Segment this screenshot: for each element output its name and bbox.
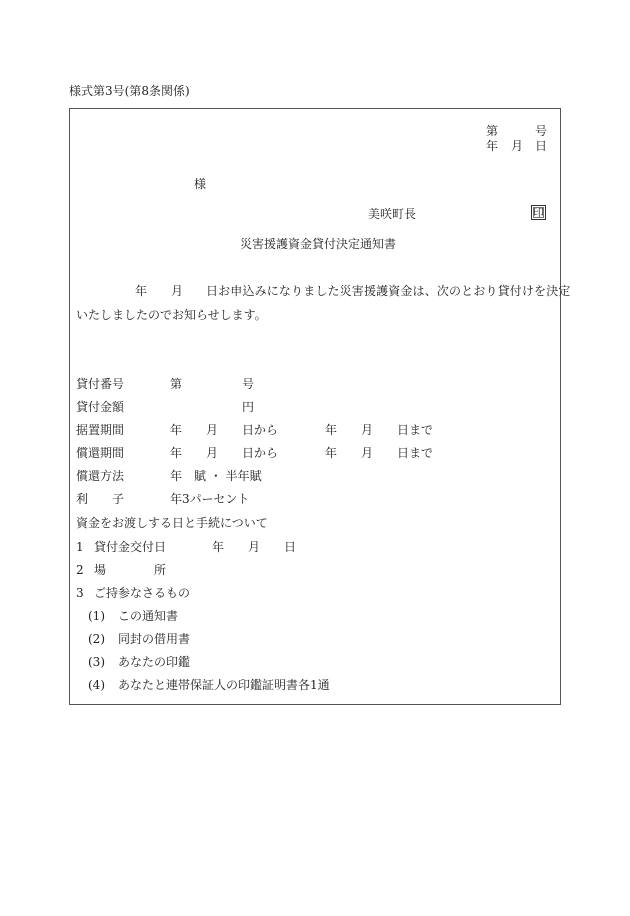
doc-number-suffix: 号 [535, 124, 548, 138]
delivery-year: 年 [212, 540, 225, 554]
bring-item-2-num: (2) [88, 632, 105, 646]
loan-amount-suffix: 円 [242, 400, 255, 414]
addressee-suffix: 様 [194, 177, 207, 191]
seal-stamp-icon: 印 [533, 206, 544, 219]
bring-item-1-num: (1) [88, 609, 105, 623]
body-line1: 日お申込みになりました災害援護資金は、次のとおり貸付けを決定 [206, 284, 571, 298]
repayment-to-month: 月 [361, 446, 374, 460]
body-month: 月 [171, 284, 184, 298]
date-year: 年 [486, 139, 499, 153]
form-header: 様式第3号(第8条関係) [69, 84, 190, 98]
procedure-item-1-label: 貸付金交付日 [94, 540, 167, 554]
deferment-from-year: 年 [170, 423, 183, 437]
date-day: 日 [535, 139, 548, 153]
delivery-day: 日 [284, 540, 297, 554]
doc-number-prefix: 第 [486, 124, 499, 138]
bring-item-1-label: この通知書 [118, 609, 179, 623]
bring-item-3-num: (3) [88, 655, 105, 669]
bring-item-4-label: あなたと連帯保証人の印鑑証明書各1通 [118, 678, 330, 692]
deferment-to-month: 月 [361, 423, 374, 437]
procedure-item-2-label: 場 所 [94, 563, 167, 577]
repayment-from-day: 日から [242, 446, 279, 460]
procedure-item-3-num: 3 [76, 586, 84, 600]
detail-label-repayment-period: 償還期間 [76, 446, 125, 460]
loan-number-prefix: 第 [170, 377, 183, 391]
repayment-method-value: 年 賦 ・ 半年賦 [170, 469, 262, 483]
detail-label-interest: 利 子 [76, 492, 125, 506]
detail-label-deferment: 据置期間 [76, 423, 125, 437]
procedure-item-3-label: ご持参なさるもの [94, 586, 191, 600]
deferment-to-day: 日まで [397, 423, 434, 437]
body-line2: いたしましたのでお知らせします。 [76, 308, 267, 322]
issuer-name: 美咲町長 [368, 207, 417, 221]
detail-label-loan-number: 貸付番号 [76, 377, 125, 391]
repayment-to-day: 日まで [397, 446, 434, 460]
delivery-month: 月 [248, 540, 261, 554]
deferment-from-month: 月 [206, 423, 219, 437]
procedure-item-2-num: 2 [76, 563, 84, 577]
detail-label-repayment-method: 償還方法 [76, 469, 125, 483]
bring-item-2-label: 同封の借用書 [118, 632, 191, 646]
bring-item-4-num: (4) [88, 678, 105, 692]
loan-number-suffix: 号 [242, 377, 255, 391]
interest-value: 年3パーセント [170, 492, 250, 506]
deferment-to-year: 年 [325, 423, 338, 437]
body-year: 年 [135, 284, 148, 298]
detail-label-loan-amount: 貸付金額 [76, 400, 125, 414]
bring-item-3-label: あなたの印鑑 [118, 655, 191, 669]
repayment-from-month: 月 [206, 446, 219, 460]
procedure-item-1-num: 1 [76, 540, 84, 554]
repayment-from-year: 年 [170, 446, 183, 460]
document-title: 災害援護資金貸付決定通知書 [240, 237, 397, 251]
deferment-from-day: 日から [242, 423, 279, 437]
procedure-heading: 資金をお渡しする日と手続について [76, 516, 268, 530]
date-month: 月 [511, 139, 524, 153]
repayment-to-year: 年 [325, 446, 338, 460]
